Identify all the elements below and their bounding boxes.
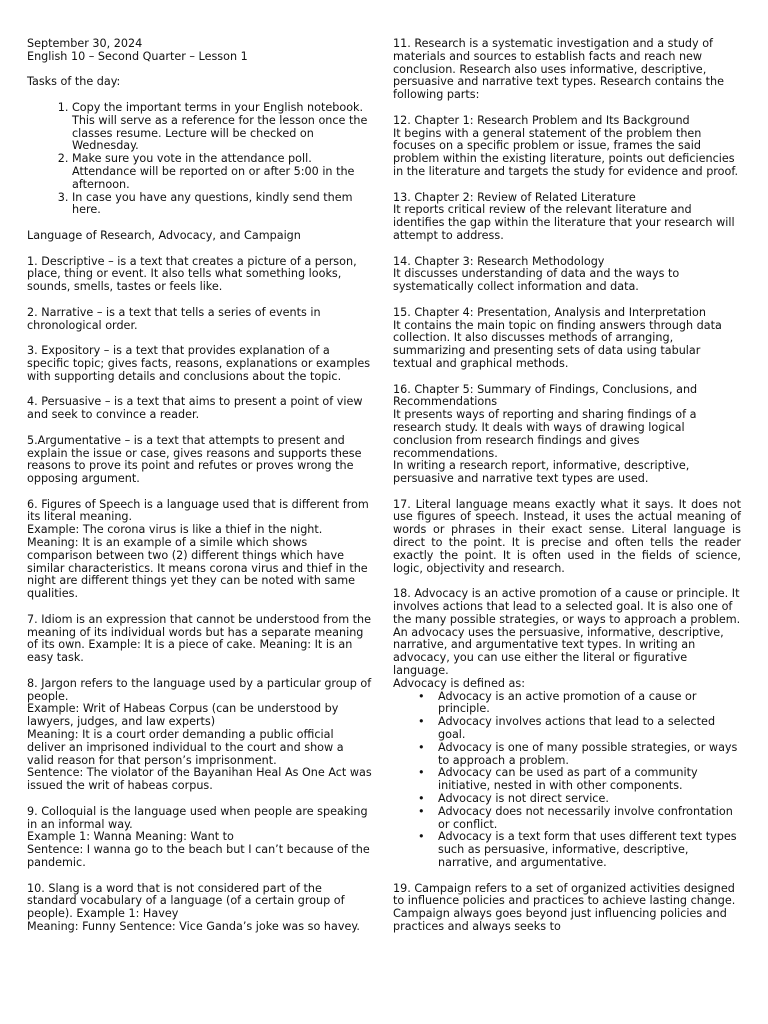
term-line: It contains the main topic on finding answers through data collection. It also discusses methods of arranging, summarizing and presenting sets of data using tabular textual and graphical methods.	[393, 318, 722, 370]
term-entry	[393, 256, 741, 294]
term-line: 5.Argumentative – is a text that attempts to present and explain the issue or case, gives reasons and supports these reasons to prove its point and refutes or proves wrong the opposing argument.	[27, 433, 362, 486]
left-terms-list	[27, 243, 372, 934]
term-line: Example 1: Wanna Meaning: Want to	[27, 830, 234, 844]
term-line: 9. Colloquial is the language used when people are speaking in an informal way.	[27, 804, 368, 831]
advocacy-bullet: • Advocacy is not direct service.	[438, 793, 741, 806]
term-entry	[27, 435, 372, 486]
term-entry	[27, 396, 372, 422]
term-entry	[27, 256, 372, 294]
term-entry	[27, 499, 372, 601]
term-line: 3. Expository – is a text that provides explanation of a specific topic; gives facts, reasons, explanations or examples with supporting details and conclusions about the topic.	[27, 344, 371, 383]
task-item: 3. In case you have any questions, kindly send them here.	[72, 192, 372, 218]
term-line: Meaning: It is an example of a simile which shows comparison between two (2) different things which have similar characteristics. It means corona virus and thief in the night are different things yet they can be noted with same qualities.	[27, 536, 368, 601]
term-line: Example: The corona virus is like a thief in the night.	[27, 523, 323, 537]
term-line: Meaning: Funny Sentence: Vice Ganda’s joke was so havey.	[27, 919, 360, 933]
advocacy-intro: 18. Advocacy is an active promotion of a cause or principle. It involves actions that lead to a selected goal. It is also one of the many possible strategies, or ways to approach a problem. An advocacy uses the persuasive, informative, descriptive, narrative, and argumentative text types. In writing an advocacy, you can use either the literal or figurative language.	[393, 587, 741, 678]
left-column	[27, 38, 372, 934]
term-line: Example: Writ of Habeas Corpus (can be understood by lawyers, judges, and law experts)	[27, 702, 339, 729]
term-line: 7. Idiom is an expression that cannot be understood from the meaning of its individual words but has a separate meaning of its own. Example: It is a piece of cake. Meaning: It is an easy task.	[27, 612, 372, 665]
term-line: Sentence: I wanna go to the beach but I can’t because of the pandemic.	[27, 843, 370, 869]
term-line: 6. Figures of Speech is a language used that is different from its literal meaning.	[27, 497, 369, 524]
term-entry	[27, 307, 372, 333]
term-entry	[393, 38, 741, 102]
advocacy-bullet: • Advocacy is one of many possible strategies, or ways to approach a problem.	[438, 742, 741, 768]
document-date: September 30, 2024	[27, 37, 143, 50]
term-line: 11. Research is a systematic investigation and a study of materials and sources to establish facts and reach new conclusion. Research also uses informative, descriptive, persuasive and narrative text types. Research contains the following parts:	[393, 37, 725, 102]
term-line: 16. Chapter 5: Summary of Findings, Conclusions, and Recommendations	[393, 382, 698, 409]
term-line: Sentence: The violator of the Bayanihan Heal As One Act was issued the writ of habeas corpus.	[27, 766, 372, 793]
course-title: English 10 – Second Quarter – Lesson 1	[27, 49, 248, 63]
term-line: In writing a research report, informative, descriptive, persuasive and narrative text types are used.	[393, 459, 690, 486]
term-entry	[27, 614, 372, 665]
term-line: Meaning: It is a court order demanding a public official deliver an imprisoned individual to the court and show a valid reason for that person’s imprisonment.	[27, 728, 344, 767]
advocacy-bullet: • Advocacy involves actions that lead to a selected goal.	[438, 716, 741, 742]
term-entry	[27, 806, 372, 870]
term-line: 8. Jargon refers to the language used by a particular group of people.	[27, 676, 372, 703]
term-line: 12. Chapter 1: Research Problem and Its Background	[393, 113, 690, 127]
term-entry	[393, 307, 741, 371]
term-entry	[393, 384, 741, 486]
advocacy-bullet: • Advocacy does not necessarily involve confrontation or conflict.	[438, 806, 741, 832]
term-entry	[27, 678, 372, 793]
term-line: 15. Chapter 4: Presentation, Analysis and Interpretation	[393, 305, 706, 319]
term-entry	[393, 115, 741, 179]
term-line: It discusses understanding of data and the ways to systematically collect information and data.	[393, 267, 680, 294]
term-line: It begins with a general statement of the problem then focuses on a specific problem or issue, frames the said problem within the existing literature, points out deficiencies in the literature and targets the study for evidence and proof.	[393, 126, 739, 178]
advocacy-bullet: • Advocacy is a text form that uses different text types such as persuasive, informative, descriptive, narrative, and argumentative.	[438, 831, 741, 869]
term-line: 14. Chapter 3: Research Methodology	[393, 254, 605, 268]
term-entry	[27, 883, 372, 934]
advocacy-bullet: • Advocacy can be used as part of a community initiative, nested in with other components.	[438, 767, 741, 793]
campaign-text: 19. Campaign refers to a set of organized activities designed to influence policies and practices to achieve lasting change. Campaign always goes beyond just influencing policies and practices and always seeks to	[393, 881, 736, 933]
term-line: 17. Literal language means exactly what it says. It does not use figures of speech. Instead, it uses the actual meaning of words or phrases in their exact sense. Literal language is direct to the point. It is precise and often tells the reader exactly the point. It is often used in the fields of science, logic, objectivity and research.	[393, 497, 741, 575]
section-title: Language of Research, Advocacy, and Campaign	[27, 228, 301, 242]
right-terms-list	[393, 38, 741, 575]
tasks-list	[27, 102, 372, 217]
advocacy-defined: Advocacy is defined as:	[393, 676, 525, 690]
tasks-heading: Tasks of the day:	[27, 75, 121, 89]
term-line: 13. Chapter 2: Review of Related Literature	[393, 190, 636, 204]
term-entry	[393, 192, 741, 243]
term-line: It reports critical review of the relevant literature and identifies the gap within the literature that your research will attempt to address.	[393, 203, 735, 242]
right-column	[393, 38, 741, 934]
term-line: 4. Persuasive – is a text that aims to present a point of view and seek to convince a reader.	[27, 395, 363, 422]
term-line: 2. Narrative – is a text that tells a series of events in chronological order.	[27, 305, 321, 332]
task-item: 2. Make sure you vote in the attendance poll. Attendance will be reported on or after 5:00 in the afternoon.	[72, 153, 372, 191]
term-line: 10. Slang is a word that is not considered part of the standard vocabulary of a language (of a certain group of people). Example 1: Havey	[27, 881, 345, 921]
advocacy-bullet: • Advocacy is an active promotion of a cause or principle.	[438, 691, 741, 717]
advocacy-bullets	[393, 691, 741, 870]
term-line: 1. Descriptive – is a text that creates a picture of a person, place, thing or event. It also tells what something looks, sounds, smells, tastes or feels like.	[27, 254, 357, 294]
term-line: It presents ways of reporting and sharing findings of a research study. It deals with ways of drawing logical conclusion from research findings and gives recommendations.	[393, 408, 697, 460]
task-item: 1. Copy the important terms in your English notebook. This will serve as a reference for the lesson once the classes resume. Lecture will be checked on Wednesday.	[72, 102, 372, 153]
term-entry	[27, 345, 372, 383]
term-entry	[393, 499, 741, 576]
